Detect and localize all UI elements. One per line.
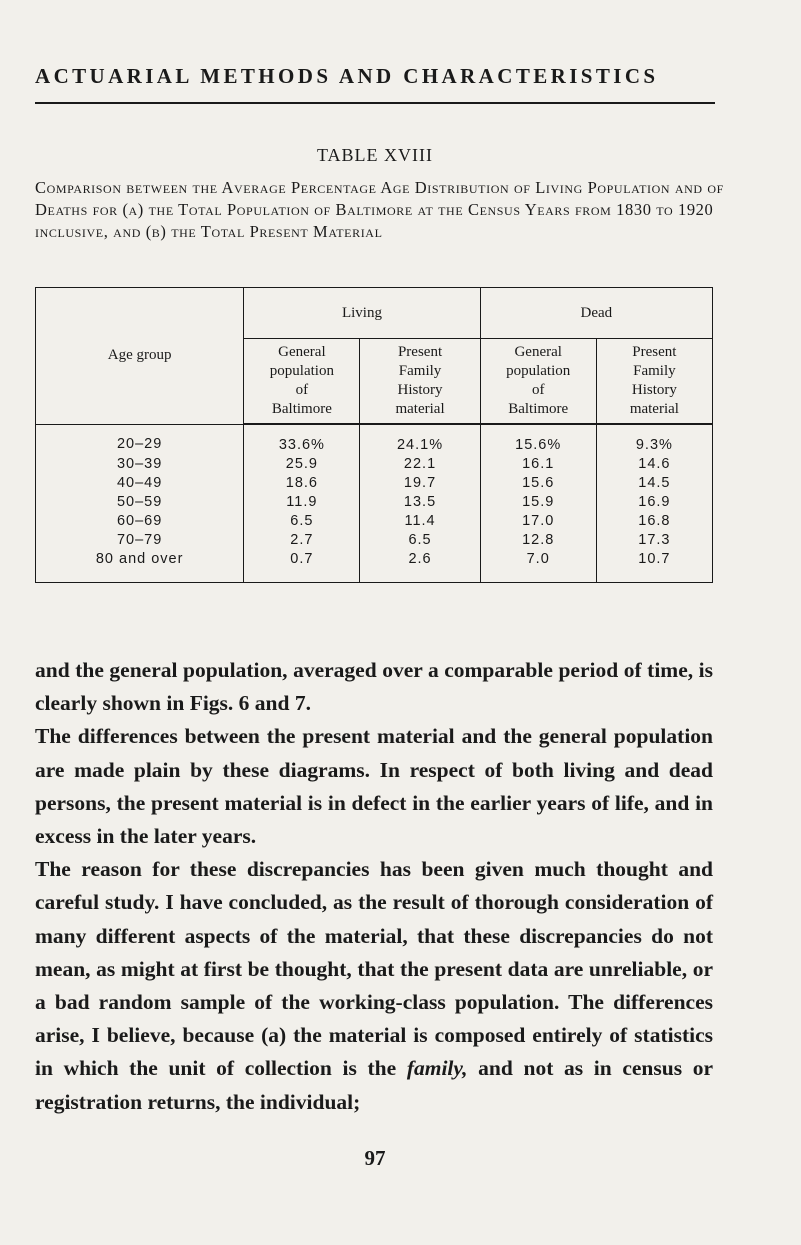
header-line: Family (633, 363, 676, 379)
value-cell: 16.9 (596, 492, 712, 511)
value-cell: 17.0 (480, 511, 596, 530)
value-cell: 11.9 (244, 492, 360, 511)
italic-text: family, (406, 1056, 468, 1081)
header-line: of (531, 382, 545, 398)
value-cell: 6.5 (360, 530, 480, 549)
paragraph-text: and not as in census or registration returns, the individual; (35, 1056, 714, 1114)
value-cell: 19.7 (360, 473, 480, 492)
header-line: Baltimore (508, 401, 569, 417)
age-cell: 80 and over (36, 549, 244, 583)
value-cell: 13.5 (360, 492, 480, 511)
body-text (35, 654, 713, 1119)
value-cell: 24.1% (360, 424, 480, 454)
age-cell: 30–39 (36, 454, 244, 473)
table-row (36, 549, 713, 583)
age-group-header: Age group (36, 288, 244, 425)
paragraph-text: The reason for these discrepancies has been given much thought and careful study. I have concluded, as the result of thorough consideration of many different aspects of the material, that these discrepancies do not mean, as might at first be thought, that the present data are unreliable, or a bad random sample of the working-class population. The differences arise, I believe, because (a) the material is composed entirely of statistics in which the unit of collection is the (35, 857, 713, 1081)
living-present-header (360, 339, 480, 425)
value-cell: 7.0 (480, 549, 596, 583)
header-line: Present (632, 344, 677, 360)
header-line: Family (398, 363, 442, 379)
header-line: General (514, 344, 562, 360)
value-cell: 14.6 (596, 454, 712, 473)
table-row (36, 511, 713, 530)
header-line: History (397, 382, 443, 398)
value-cell: 15.9 (480, 492, 596, 511)
value-cell: 2.6 (360, 549, 480, 583)
value-cell: 9.3% (596, 424, 712, 454)
header-rule (35, 102, 715, 104)
living-general-header (244, 339, 360, 425)
age-cell: 20–29 (36, 424, 244, 454)
value-cell: 17.3 (596, 530, 712, 549)
dead-general-header (480, 339, 596, 425)
age-cell: 40–49 (36, 473, 244, 492)
table-title: TABLE XVIII (316, 145, 434, 165)
living-group-header: Living (244, 288, 480, 339)
value-cell: 16.8 (596, 511, 712, 530)
value-cell: 33.6% (244, 424, 360, 454)
page-number: 97 (364, 1146, 386, 1170)
value-cell: 16.1 (480, 454, 596, 473)
age-distribution-table (35, 287, 713, 583)
value-cell: 25.9 (244, 454, 360, 473)
header-line: of (295, 382, 309, 398)
value-cell: 14.5 (596, 473, 712, 492)
value-cell: 6.5 (244, 511, 360, 530)
value-cell: 0.7 (244, 549, 360, 583)
running-head: ACTUARIAL METHODS AND CHARACTERISTICS (35, 64, 659, 88)
paragraph: The differences between the present material and the general population are made plain by these diagrams. In respect of both living and dead persons, the present material is in defect in the earlier years of life, and in excess in the later years. (35, 724, 713, 849)
value-cell: 2.7 (244, 530, 360, 549)
value-cell: 15.6% (480, 424, 596, 454)
paragraph (35, 853, 713, 1119)
age-cell: 50–59 (36, 492, 244, 511)
dead-group-header: Dead (480, 288, 712, 339)
table-row (36, 492, 713, 511)
value-cell: 22.1 (360, 454, 480, 473)
dead-present-header (596, 339, 712, 425)
table-row (36, 530, 713, 549)
header-line: Baltimore (271, 401, 332, 417)
value-cell: 18.6 (244, 473, 360, 492)
header-line: History (631, 382, 677, 398)
age-cell: 60–69 (36, 511, 244, 530)
header-line: population (506, 363, 571, 379)
header-line: population (269, 363, 334, 379)
age-cell: 70–79 (36, 530, 244, 549)
table-caption: Comparison between the Average Percentage Age Distribution of Living Population and of Deaths for (a) the Total Population of Baltimore at the Census Years from 1830 to 1920 inclusive, and (b) the Total Present Material (35, 178, 724, 241)
header-line: Present (397, 344, 443, 360)
header-line: General (278, 344, 326, 360)
value-cell: 10.7 (596, 549, 712, 583)
table-row (36, 473, 713, 492)
table-row (36, 454, 713, 473)
header-line: material (629, 401, 679, 417)
paragraph-continuation: and the general population, averaged over a comparable period of time, is clearly shown in Figs. 6 and 7. (35, 658, 713, 716)
header-line: material (395, 401, 445, 417)
table-row (36, 424, 713, 454)
value-cell: 11.4 (360, 511, 480, 530)
value-cell: 12.8 (480, 530, 596, 549)
value-cell: 15.6 (480, 473, 596, 492)
